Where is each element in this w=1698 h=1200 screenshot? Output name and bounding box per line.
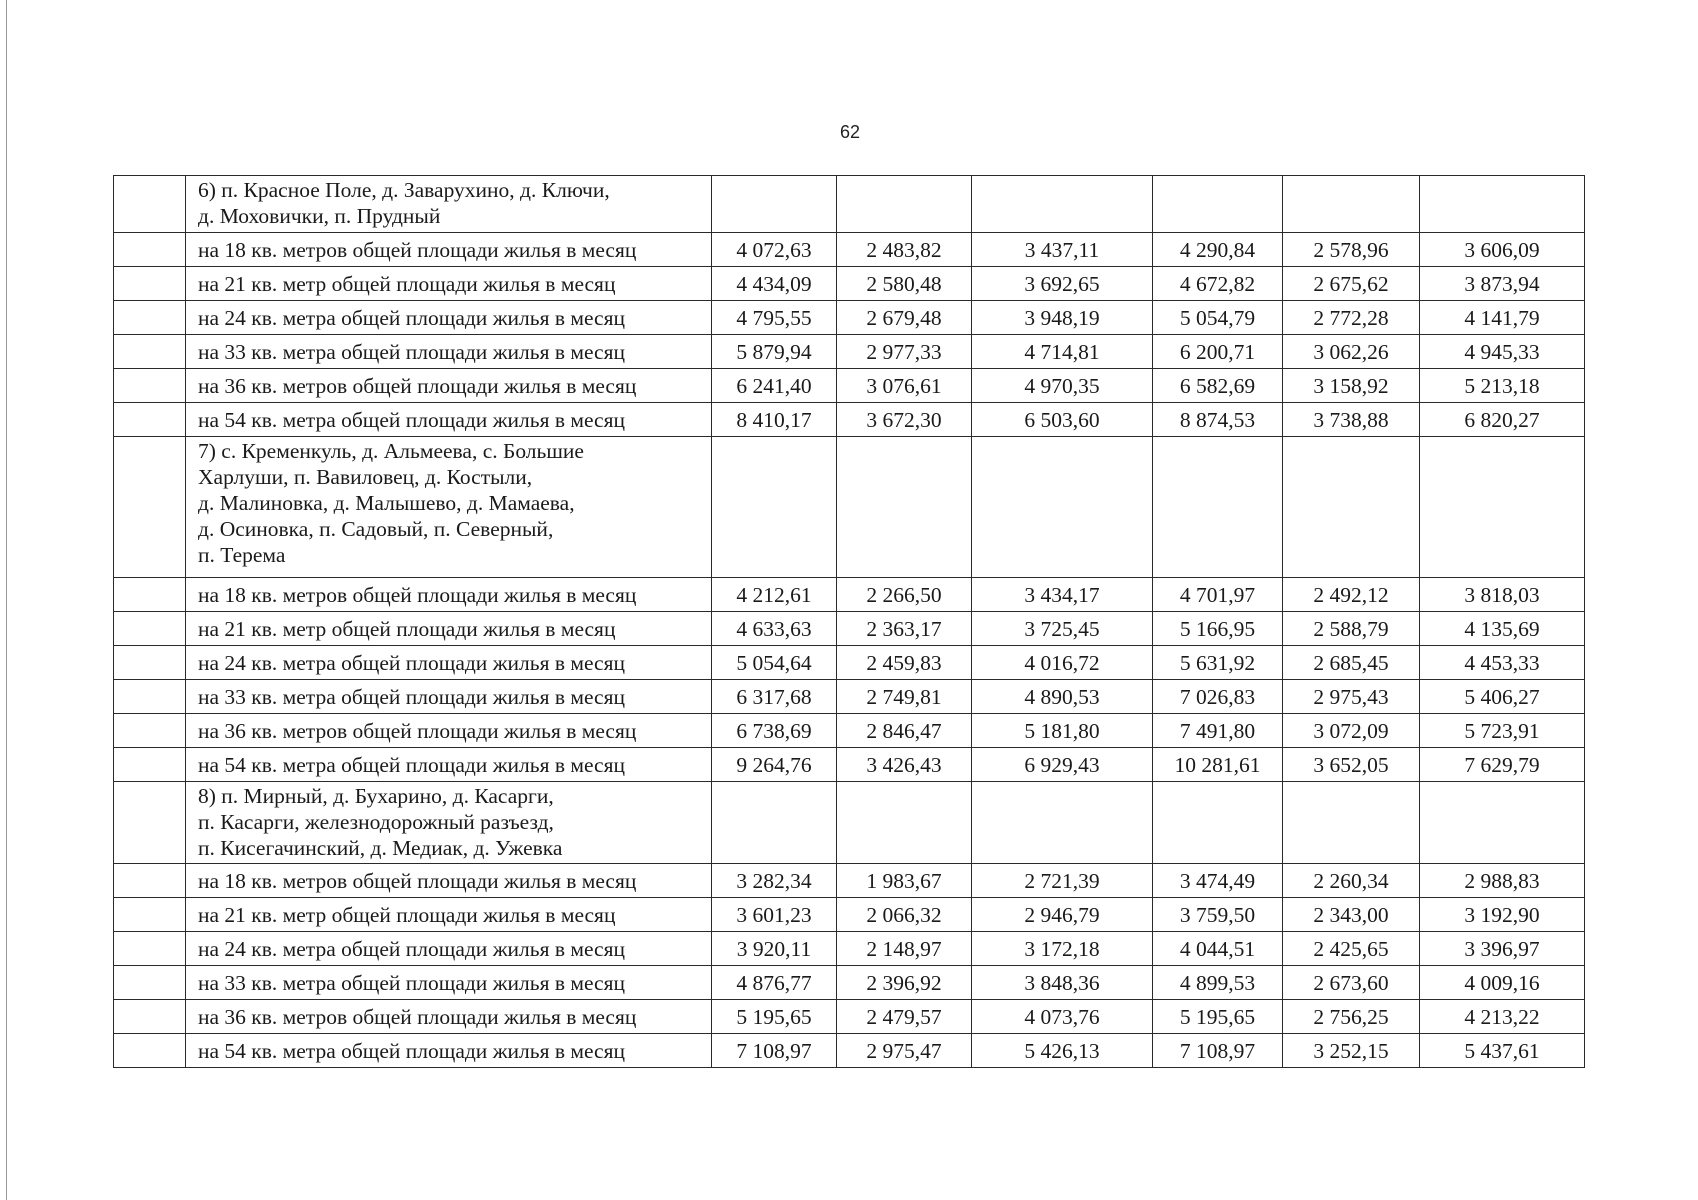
value-cell: 4 714,81 — [972, 335, 1153, 369]
value-cell: 3 158,92 — [1283, 369, 1420, 403]
blank-cell — [1153, 782, 1283, 864]
blank-cell — [114, 714, 186, 748]
value-cell: 4 212,61 — [712, 578, 837, 612]
value-cell: 2 673,60 — [1283, 966, 1420, 1000]
value-cell: 4 135,69 — [1420, 612, 1585, 646]
value-cell: 2 756,25 — [1283, 1000, 1420, 1034]
value-cell: 8 410,17 — [712, 403, 837, 437]
blank-cell — [1420, 176, 1585, 233]
row-label: на 33 кв. метра общей площади жилья в месяц — [186, 680, 712, 714]
blank-cell — [114, 578, 186, 612]
value-cell: 6 200,71 — [1153, 335, 1283, 369]
value-cell: 6 738,69 — [712, 714, 837, 748]
blank-cell — [712, 176, 837, 233]
blank-cell — [114, 782, 186, 864]
value-cell: 6 582,69 — [1153, 369, 1283, 403]
page-number: 62 — [839, 122, 861, 142]
group-title-line: д. Осиновка, п. Садовый, п. Северный, — [198, 517, 554, 541]
row-label: на 18 кв. метров общей площади жилья в месяц — [186, 233, 712, 267]
value-cell: 4 141,79 — [1420, 301, 1585, 335]
value-cell: 4 672,82 — [1153, 267, 1283, 301]
value-cell: 2 483,82 — [837, 233, 972, 267]
table-row — [114, 612, 1585, 646]
value-cell: 4 009,16 — [1420, 966, 1585, 1000]
value-cell: 2 425,65 — [1283, 932, 1420, 966]
table-row — [114, 932, 1585, 966]
value-cell: 3 873,94 — [1420, 267, 1585, 301]
value-cell: 4 970,35 — [972, 369, 1153, 403]
blank-cell — [114, 1034, 186, 1068]
value-cell: 3 652,05 — [1283, 748, 1420, 782]
group-header-row — [114, 437, 1585, 578]
value-cell: 3 434,17 — [972, 578, 1153, 612]
blank-cell — [114, 932, 186, 966]
value-cell: 7 629,79 — [1420, 748, 1585, 782]
value-cell: 4 044,51 — [1153, 932, 1283, 966]
blank-cell — [972, 782, 1153, 864]
value-cell: 5 213,18 — [1420, 369, 1585, 403]
value-cell: 2 260,34 — [1283, 864, 1420, 898]
value-cell: 5 054,64 — [712, 646, 837, 680]
value-cell: 7 026,83 — [1153, 680, 1283, 714]
group-title-line: Харлуши, п. Вавиловец, д. Костыли, — [198, 465, 533, 489]
value-cell: 5 054,79 — [1153, 301, 1283, 335]
value-cell: 3 282,34 — [712, 864, 837, 898]
group-title-line: д. Малиновка, д. Малышево, д. Мамаева, — [198, 491, 575, 515]
blank-cell — [114, 1000, 186, 1034]
value-cell: 5 437,61 — [1420, 1034, 1585, 1068]
value-cell: 3 062,26 — [1283, 335, 1420, 369]
value-cell: 2 772,28 — [1283, 301, 1420, 335]
value-cell: 4 290,84 — [1153, 233, 1283, 267]
value-cell: 2 363,17 — [837, 612, 972, 646]
blank-cell — [114, 233, 186, 267]
blank-cell — [1283, 782, 1420, 864]
value-cell: 2 975,47 — [837, 1034, 972, 1068]
value-cell: 2 685,45 — [1283, 646, 1420, 680]
group-header-row — [114, 782, 1585, 864]
value-cell: 4 876,77 — [712, 966, 837, 1000]
value-cell: 4 016,72 — [972, 646, 1153, 680]
value-cell: 3 948,19 — [972, 301, 1153, 335]
table-row — [114, 748, 1585, 782]
value-cell: 2 946,79 — [972, 898, 1153, 932]
table-row — [114, 1000, 1585, 1034]
blank-cell — [712, 782, 837, 864]
row-label: на 21 кв. метр общей площади жилья в месяц — [186, 267, 712, 301]
table-row — [114, 646, 1585, 680]
value-cell: 3 920,11 — [712, 932, 837, 966]
value-cell: 3 076,61 — [837, 369, 972, 403]
group-title-line: д. Моховички, п. Прудный — [198, 204, 441, 228]
value-cell: 2 396,92 — [837, 966, 972, 1000]
value-cell: 8 874,53 — [1153, 403, 1283, 437]
blank-cell — [114, 403, 186, 437]
group-title — [186, 176, 712, 233]
value-cell: 6 317,68 — [712, 680, 837, 714]
value-cell: 5 406,27 — [1420, 680, 1585, 714]
value-cell: 2 846,47 — [837, 714, 972, 748]
value-cell: 3 818,03 — [1420, 578, 1585, 612]
table-row — [114, 369, 1585, 403]
blank-cell — [837, 176, 972, 233]
row-label: на 24 кв. метра общей площади жилья в месяц — [186, 932, 712, 966]
group-title — [186, 782, 712, 864]
value-cell: 7 108,97 — [1153, 1034, 1283, 1068]
value-cell: 2 479,57 — [837, 1000, 972, 1034]
row-label: на 24 кв. метра общей площади жилья в месяц — [186, 646, 712, 680]
value-cell: 3 672,30 — [837, 403, 972, 437]
row-label: на 18 кв. метров общей площади жилья в месяц — [186, 578, 712, 612]
blank-cell — [114, 369, 186, 403]
value-cell: 6 503,60 — [972, 403, 1153, 437]
value-cell: 5 631,92 — [1153, 646, 1283, 680]
value-cell: 4 945,33 — [1420, 335, 1585, 369]
value-cell: 2 679,48 — [837, 301, 972, 335]
value-cell: 3 396,97 — [1420, 932, 1585, 966]
value-cell: 4 899,53 — [1153, 966, 1283, 1000]
value-cell: 4 072,63 — [712, 233, 837, 267]
table-row — [114, 1034, 1585, 1068]
table-row — [114, 680, 1585, 714]
blank-cell — [114, 646, 186, 680]
value-cell: 7 491,80 — [1153, 714, 1283, 748]
value-cell: 2 977,33 — [837, 335, 972, 369]
blank-cell — [114, 680, 186, 714]
blank-cell — [114, 267, 186, 301]
table-row — [114, 403, 1585, 437]
blank-cell — [1283, 437, 1420, 578]
value-cell: 3 072,09 — [1283, 714, 1420, 748]
group-title — [186, 437, 712, 578]
blank-cell — [837, 782, 972, 864]
value-cell: 4 795,55 — [712, 301, 837, 335]
table-row — [114, 966, 1585, 1000]
value-cell: 9 264,76 — [712, 748, 837, 782]
blank-cell — [114, 898, 186, 932]
value-cell: 6 820,27 — [1420, 403, 1585, 437]
row-label: на 54 кв. метра общей площади жилья в месяц — [186, 748, 712, 782]
table-row — [114, 233, 1585, 267]
blank-cell — [114, 176, 186, 233]
row-label: на 36 кв. метров общей площади жилья в месяц — [186, 369, 712, 403]
table-row — [114, 578, 1585, 612]
row-label: на 36 кв. метров общей площади жилья в месяц — [186, 714, 712, 748]
blank-cell — [114, 301, 186, 335]
value-cell: 5 181,80 — [972, 714, 1153, 748]
blank-cell — [1420, 782, 1585, 864]
value-cell: 4 213,22 — [1420, 1000, 1585, 1034]
value-cell: 2 492,12 — [1283, 578, 1420, 612]
group-title-line: п. Касарги, железнодорожный разъезд, — [198, 810, 554, 834]
value-cell: 3 252,15 — [1283, 1034, 1420, 1068]
table-row — [114, 864, 1585, 898]
table-row — [114, 898, 1585, 932]
row-label: на 54 кв. метра общей площади жилья в месяц — [186, 403, 712, 437]
value-cell: 2 975,43 — [1283, 680, 1420, 714]
value-cell: 5 195,65 — [1153, 1000, 1283, 1034]
value-cell: 3 692,65 — [972, 267, 1153, 301]
value-cell: 3 426,43 — [837, 748, 972, 782]
table-row — [114, 335, 1585, 369]
table-row — [114, 267, 1585, 301]
table-body — [114, 176, 1585, 1068]
blank-cell — [837, 437, 972, 578]
value-cell: 3 606,09 — [1420, 233, 1585, 267]
blank-cell — [114, 966, 186, 1000]
value-cell: 3 192,90 — [1420, 898, 1585, 932]
value-cell: 2 578,96 — [1283, 233, 1420, 267]
value-cell: 5 195,65 — [712, 1000, 837, 1034]
page-edge-line — [6, 0, 7, 1200]
blank-cell — [114, 335, 186, 369]
group-title-line: 6) п. Красное Поле, д. Заварухино, д. Ключи, — [198, 178, 610, 202]
value-cell: 3 474,49 — [1153, 864, 1283, 898]
value-cell: 2 988,83 — [1420, 864, 1585, 898]
value-cell: 1 983,67 — [837, 864, 972, 898]
table-row — [114, 714, 1585, 748]
value-cell: 4 073,76 — [972, 1000, 1153, 1034]
value-cell: 2 459,83 — [837, 646, 972, 680]
tariff-table — [113, 175, 1585, 1068]
value-cell: 3 725,45 — [972, 612, 1153, 646]
value-cell: 5 723,91 — [1420, 714, 1585, 748]
value-cell: 4 633,63 — [712, 612, 837, 646]
value-cell: 2 148,97 — [837, 932, 972, 966]
value-cell: 7 108,97 — [712, 1034, 837, 1068]
value-cell: 2 675,62 — [1283, 267, 1420, 301]
value-cell: 10 281,61 — [1153, 748, 1283, 782]
blank-cell — [114, 864, 186, 898]
value-cell: 2 580,48 — [837, 267, 972, 301]
value-cell: 6 929,43 — [972, 748, 1153, 782]
row-label: на 21 кв. метр общей площади жилья в месяц — [186, 898, 712, 932]
value-cell: 2 588,79 — [1283, 612, 1420, 646]
value-cell: 2 343,00 — [1283, 898, 1420, 932]
blank-cell — [114, 612, 186, 646]
value-cell: 3 848,36 — [972, 966, 1153, 1000]
row-label: на 24 кв. метра общей площади жилья в месяц — [186, 301, 712, 335]
row-label: на 36 кв. метров общей площади жилья в месяц — [186, 1000, 712, 1034]
value-cell: 3 437,11 — [972, 233, 1153, 267]
value-cell: 4 453,33 — [1420, 646, 1585, 680]
blank-cell — [1420, 437, 1585, 578]
value-cell: 2 066,32 — [837, 898, 972, 932]
blank-cell — [712, 437, 837, 578]
blank-cell — [972, 176, 1153, 233]
blank-cell — [114, 437, 186, 578]
value-cell: 3 601,23 — [712, 898, 837, 932]
value-cell: 2 721,39 — [972, 864, 1153, 898]
value-cell: 6 241,40 — [712, 369, 837, 403]
group-header-row — [114, 176, 1585, 233]
blank-cell — [1283, 176, 1420, 233]
group-title-line: 7) с. Кременкуль, д. Альмеева, с. Большие — [198, 439, 584, 463]
value-cell: 2 266,50 — [837, 578, 972, 612]
blank-cell — [114, 748, 186, 782]
value-cell: 4 890,53 — [972, 680, 1153, 714]
value-cell: 3 738,88 — [1283, 403, 1420, 437]
value-cell: 5 879,94 — [712, 335, 837, 369]
value-cell: 3 759,50 — [1153, 898, 1283, 932]
value-cell: 5 166,95 — [1153, 612, 1283, 646]
value-cell: 4 701,97 — [1153, 578, 1283, 612]
blank-cell — [1153, 176, 1283, 233]
group-title-line: 8) п. Мирный, д. Бухарино, д. Касарги, — [198, 784, 554, 808]
row-label: на 33 кв. метра общей площади жилья в месяц — [186, 335, 712, 369]
value-cell: 5 426,13 — [972, 1034, 1153, 1068]
row-label: на 54 кв. метра общей площади жилья в месяц — [186, 1034, 712, 1068]
value-cell: 3 172,18 — [972, 932, 1153, 966]
group-title-line: п. Терема — [198, 543, 286, 567]
blank-cell — [1153, 437, 1283, 578]
table-row — [114, 301, 1585, 335]
blank-cell — [972, 437, 1153, 578]
row-label: на 21 кв. метр общей площади жилья в месяц — [186, 612, 712, 646]
value-cell: 4 434,09 — [712, 267, 837, 301]
group-title-line: п. Кисегачинский, д. Медиак, д. Ужевка — [198, 836, 563, 860]
value-cell: 2 749,81 — [837, 680, 972, 714]
row-label: на 33 кв. метра общей площади жилья в месяц — [186, 966, 712, 1000]
row-label: на 18 кв. метров общей площади жилья в месяц — [186, 864, 712, 898]
